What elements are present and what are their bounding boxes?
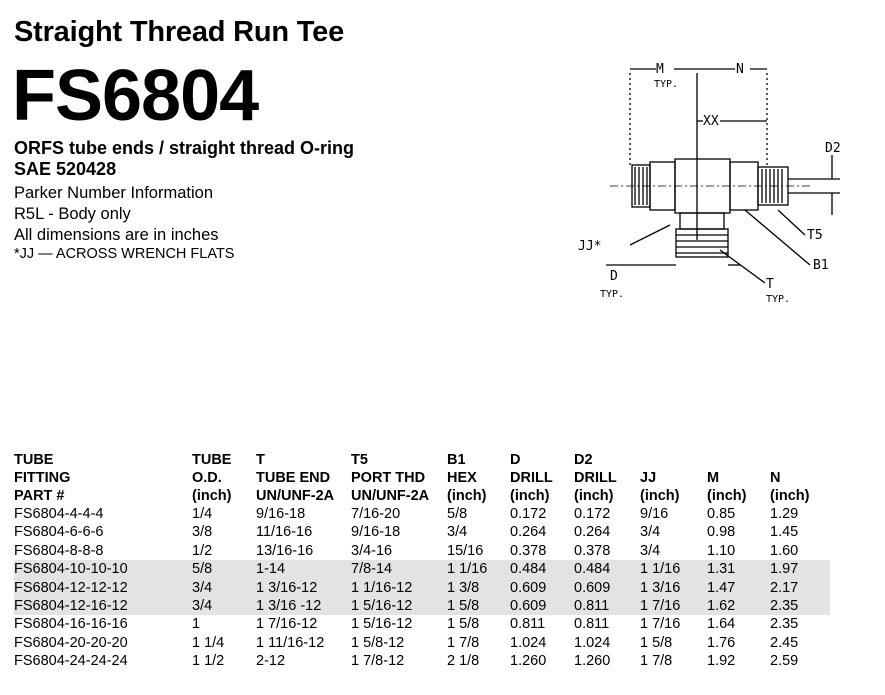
description — [14, 138, 354, 180]
table-cell: 1.29 — [770, 506, 799, 522]
table-cell: 1 1/4 — [192, 634, 225, 651]
table-row — [14, 523, 830, 541]
table-cell: 0.811 — [574, 616, 610, 633]
column-header — [640, 451, 707, 469]
column-header: (inch) — [510, 488, 550, 504]
column-header: (inch) — [447, 488, 487, 504]
table-cell: 0.609 — [574, 579, 640, 597]
table-cell: 1.62 — [707, 597, 770, 615]
table-cell: FS6804-16-16-16 — [14, 616, 128, 633]
table-cell: 1 5/16-12 — [351, 597, 447, 615]
column-header: M — [707, 470, 720, 486]
table-cell: 1.260 — [510, 653, 547, 670]
table-cell: 0.484 — [574, 560, 640, 578]
table-cell: 0.85 — [707, 506, 736, 522]
label-b1: B1 — [813, 258, 829, 273]
table-cell: 0.609 — [510, 579, 574, 597]
column-header: D2 — [574, 452, 593, 468]
table-cell: 0.98 — [707, 524, 736, 541]
table-cell: 2.59 — [770, 653, 799, 670]
table-cell: 1 1/16 — [447, 560, 510, 578]
table-cell: 9/16 — [640, 506, 669, 522]
table-cell: 0.172 — [510, 506, 547, 522]
table-cell: 1 7/16-12 — [256, 616, 318, 633]
table-row — [14, 579, 830, 597]
table-cell: 2.17 — [770, 579, 830, 597]
jj-note: *JJ — ACROSS WRENCH FLATS — [14, 246, 235, 262]
table-cell: FS6804-24-24-24 — [14, 653, 128, 670]
table-cell: 3/4 — [640, 524, 661, 541]
part-number-title: FS6804 — [12, 56, 259, 136]
table-cell: 0.811 — [574, 597, 640, 615]
run-tee-diagram — [570, 55, 860, 315]
table-cell: 1 5/8 — [447, 597, 510, 615]
table-cell: 2 1/8 — [447, 653, 480, 670]
label-t-typ: TYP. — [766, 294, 791, 305]
table-cell: FS6804-12-16-12 — [14, 597, 192, 615]
table-cell: 1 5/8 — [640, 634, 673, 651]
table-cell: 1 5/16-12 — [351, 616, 413, 633]
table-cell: 0.378 — [574, 542, 611, 559]
column-header: (inch) — [640, 488, 680, 504]
table-cell: FS6804-10-10-10 — [14, 560, 192, 578]
table-cell: 0.811 — [510, 616, 546, 633]
table-cell: 1 7/8-12 — [351, 653, 405, 670]
label-t: T — [766, 277, 774, 292]
label-jj: JJ* — [578, 239, 602, 254]
table-cell: 0.484 — [510, 560, 574, 578]
label-n: N — [736, 62, 744, 77]
table-cell: 3/4 — [192, 597, 256, 615]
table-cell: 1 3/16 — [640, 579, 707, 597]
table-cell: 2.35 — [770, 616, 799, 633]
table-cell: FS6804-6-6-6 — [14, 524, 104, 541]
table-cell: 1.97 — [770, 560, 830, 578]
table-cell: 1 1/16 — [640, 560, 707, 578]
label-d-typ: TYP. — [600, 289, 625, 300]
table-cell: 3/4 — [447, 524, 468, 541]
column-header: PORT THD — [351, 470, 426, 486]
table-cell: 2.35 — [770, 597, 830, 615]
table-cell: 1 7/8 — [640, 653, 673, 670]
column-header: D — [510, 452, 521, 468]
header-row — [14, 487, 830, 505]
table-cell: 1.60 — [770, 542, 799, 559]
label-d: D — [610, 269, 618, 284]
table-cell: 1-14 — [256, 560, 351, 578]
info-line-1: Parker Number Information — [14, 184, 213, 202]
column-header: DRILL — [510, 470, 553, 486]
table-cell: 3/4 — [192, 579, 256, 597]
table-cell: 0.378 — [510, 542, 547, 559]
table-cell: 1 3/8 — [447, 579, 510, 597]
column-header: TUBE — [192, 452, 232, 468]
table-cell: FS6804-4-4-4 — [14, 506, 104, 522]
column-header: T5 — [351, 452, 368, 468]
label-m: M — [656, 62, 664, 77]
table-cell: 9/16-18 — [351, 524, 401, 541]
table-cell: 3/8 — [192, 524, 213, 541]
dimension-table — [14, 451, 830, 671]
table-cell: 1.024 — [510, 634, 547, 651]
table-cell: 1 7/16 — [640, 616, 681, 633]
table-cell: 1 — [192, 616, 201, 633]
column-header: N — [770, 470, 781, 486]
table-cell: 2.45 — [770, 634, 799, 651]
table-cell: 9/16-18 — [256, 506, 306, 522]
table-cell: 3/4-16 — [351, 542, 393, 559]
description-line-2: SAE 520428 — [14, 159, 117, 179]
table-cell: 1 1/16-12 — [351, 579, 447, 597]
column-header: T — [256, 452, 265, 468]
info-line-3: All dimensions are in inches — [14, 226, 219, 244]
table-cell: FS6804-20-20-20 — [14, 634, 128, 651]
column-header: O.D. — [192, 470, 222, 486]
table-row — [14, 634, 830, 652]
table-cell: 1.76 — [707, 634, 736, 651]
label-d2: D2 — [825, 141, 841, 156]
table-cell: 1.260 — [574, 653, 611, 670]
column-header — [770, 451, 830, 469]
table-cell: 1 3/16-12 — [256, 579, 351, 597]
header-row — [14, 469, 830, 487]
table-row — [14, 542, 830, 560]
table-row — [14, 505, 830, 523]
info-line-2: R5L - Body only — [14, 205, 131, 223]
table-row — [14, 615, 830, 633]
table-cell: 5/8 — [447, 506, 468, 522]
column-header: FITTING — [14, 470, 71, 486]
table-cell: 3/4 — [640, 542, 661, 559]
column-header: (inch) — [707, 488, 747, 504]
table-cell: 1/4 — [192, 506, 213, 522]
table-cell: 1.024 — [574, 634, 611, 651]
label-m-typ: TYP. — [654, 79, 679, 90]
column-header: JJ — [640, 470, 657, 486]
header-row — [14, 451, 830, 469]
table-cell: FS6804-8-8-8 — [14, 542, 104, 559]
table-cell: 5/8 — [192, 560, 256, 578]
column-header: (inch) — [574, 488, 614, 504]
table-cell: 0.264 — [510, 524, 547, 541]
column-header: (inch) — [770, 488, 810, 504]
product-subtitle: Straight Thread Run Tee — [14, 16, 345, 48]
column-header: UN/UNF-2A — [256, 488, 335, 504]
table-cell: 1.31 — [707, 560, 770, 578]
column-header: TUBE END — [256, 470, 331, 486]
column-header: DRILL — [574, 470, 617, 486]
table-cell: 0.609 — [510, 597, 574, 615]
table-cell: 1 1/2 — [192, 653, 225, 670]
column-header: (inch) — [192, 488, 232, 504]
column-header — [707, 451, 770, 469]
table-cell: 1.64 — [707, 616, 736, 633]
table-cell: 0.264 — [574, 524, 611, 541]
table-cell: FS6804-12-12-12 — [14, 579, 192, 597]
label-t5: T5 — [807, 228, 823, 243]
table-row — [14, 652, 830, 670]
description-line-1: ORFS tube ends / straight thread O-ring — [14, 138, 355, 158]
table-row — [14, 560, 830, 578]
table-cell: 0.172 — [574, 506, 611, 522]
table-cell: 1 7/8 — [447, 634, 480, 651]
table-cell: 1 3/16 -12 — [256, 597, 351, 615]
table-row — [14, 597, 830, 615]
table-cell: 1.10 — [707, 542, 736, 559]
column-header: B1 — [447, 452, 466, 468]
table-cell: 15/16 — [447, 542, 484, 559]
table-cell: 1 7/16 — [640, 597, 707, 615]
table-cell: 1.47 — [707, 579, 770, 597]
column-header: HEX — [447, 470, 477, 486]
table-cell: 7/16-20 — [351, 506, 401, 522]
column-header: TUBE — [14, 452, 54, 468]
table-cell: 1 5/8 — [447, 616, 480, 633]
table-cell: 1.45 — [770, 524, 799, 541]
label-xx: XX — [703, 114, 719, 129]
table-cell: 1.92 — [707, 653, 736, 670]
column-header: PART # — [14, 488, 65, 504]
table-cell: 11/16-16 — [256, 524, 313, 541]
table-cell: 13/16-16 — [256, 542, 314, 559]
table-cell: 1 5/8-12 — [351, 634, 405, 651]
table-cell: 7/8-14 — [351, 560, 447, 578]
column-header: UN/UNF-2A — [351, 488, 430, 504]
table-cell: 1 11/16-12 — [256, 634, 325, 651]
table-cell: 1/2 — [192, 542, 213, 559]
table-cell: 2-12 — [256, 653, 286, 670]
